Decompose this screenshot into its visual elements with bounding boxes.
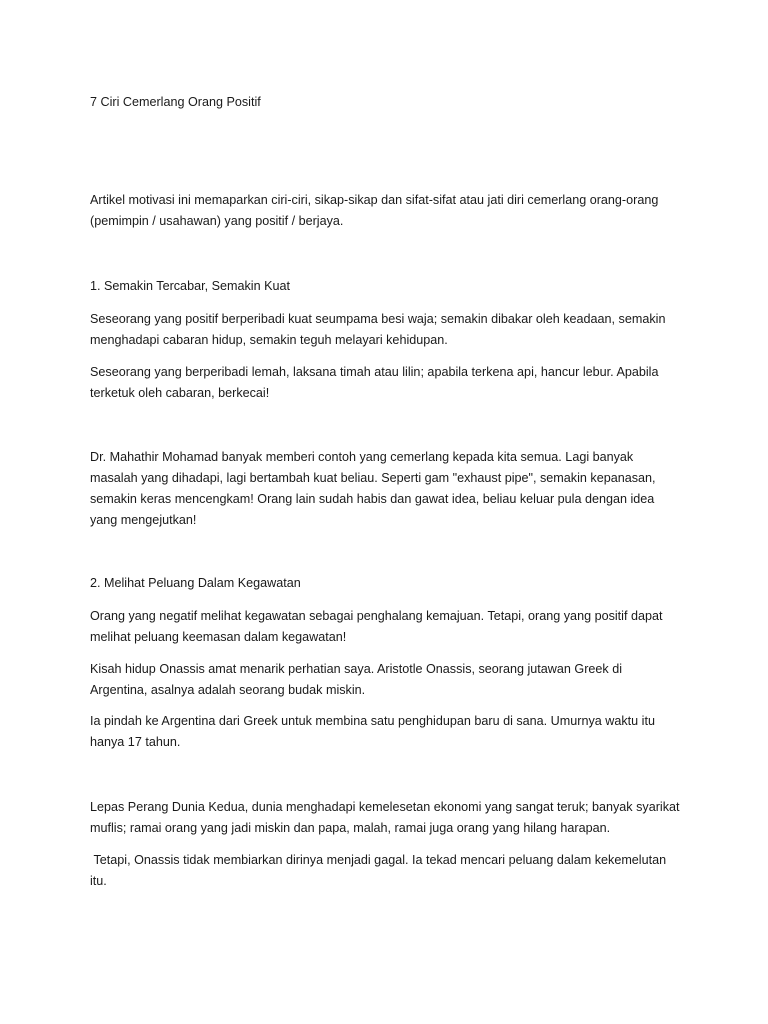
intro-paragraph: Artikel motivasi ini memaparkan ciri-ciri, sikap-sikap dan sifat-sifat atau jati diri cemerlang orang-orang (pemimpin / usahawan) yang positif / berjaya. xyxy=(90,193,659,228)
section-2-paragraph-2: Kisah hidup Onassis amat menarik perhatian saya. Aristotle Onassis, seorang jutawan Greek di Argentina, asalnya adalah seorang budak miskin. xyxy=(90,662,623,697)
section-1-paragraph-3: Dr. Mahathir Mohamad banyak memberi contoh yang cemerlang kepada kita semua. Lagi banyak masalah yang dihadapi, lagi bertambah kuat beliau. Seperti gam "exhaust pipe", semakin kepanasan, semakin keras mencengkam! Orang lain sudah habis dan gawat idea, beliau keluar pula dengan idea yang mengejutkan! xyxy=(90,450,656,527)
section-2-paragraph-3: Ia pindah ke Argentina dari Greek untuk membina satu penghidupan baru di sana. Umurnya waktu itu hanya 17 tahun. xyxy=(90,714,655,749)
section-2-paragraph-5: Tetapi, Onassis tidak membiarkan dirinya menjadi gagal. Ia tekad mencari peluang dalam kekemelutan itu. xyxy=(90,853,670,888)
section-2-paragraph-4: Lepas Perang Dunia Kedua, dunia menghadapi kemelesetan ekonomi yang sangat teruk; banyak syarikat muflis; ramai orang yang jadi miskin dan papa, malah, ramai juga orang yang hilang harapan. xyxy=(90,800,680,835)
section-2-paragraph-1: Orang yang negatif melihat kegawatan sebagai penghalang kemajuan. Tetapi, orang yang positif dapat melihat peluang keemasan dalam kegawatan! xyxy=(90,609,663,644)
section-2-heading: 2. Melihat Peluang Dalam Kegawatan xyxy=(90,576,301,590)
section-1-paragraph-1: Seseorang yang positif berperibadi kuat seumpama besi waja; semakin dibakar oleh keadaan, semakin menghadapi cabaran hidup, semakin teguh melayari kehidupan. xyxy=(90,312,666,347)
section-1-heading: 1. Semakin Tercabar, Semakin Kuat xyxy=(90,279,290,293)
document-title: 7 Ciri Cemerlang Orang Positif xyxy=(90,95,261,109)
section-1-paragraph-2: Seseorang yang berperibadi lemah, laksana timah atau lilin; apabila terkena api, hancur lebur. Apabila terketuk oleh cabaran, berkecai! xyxy=(90,365,659,400)
